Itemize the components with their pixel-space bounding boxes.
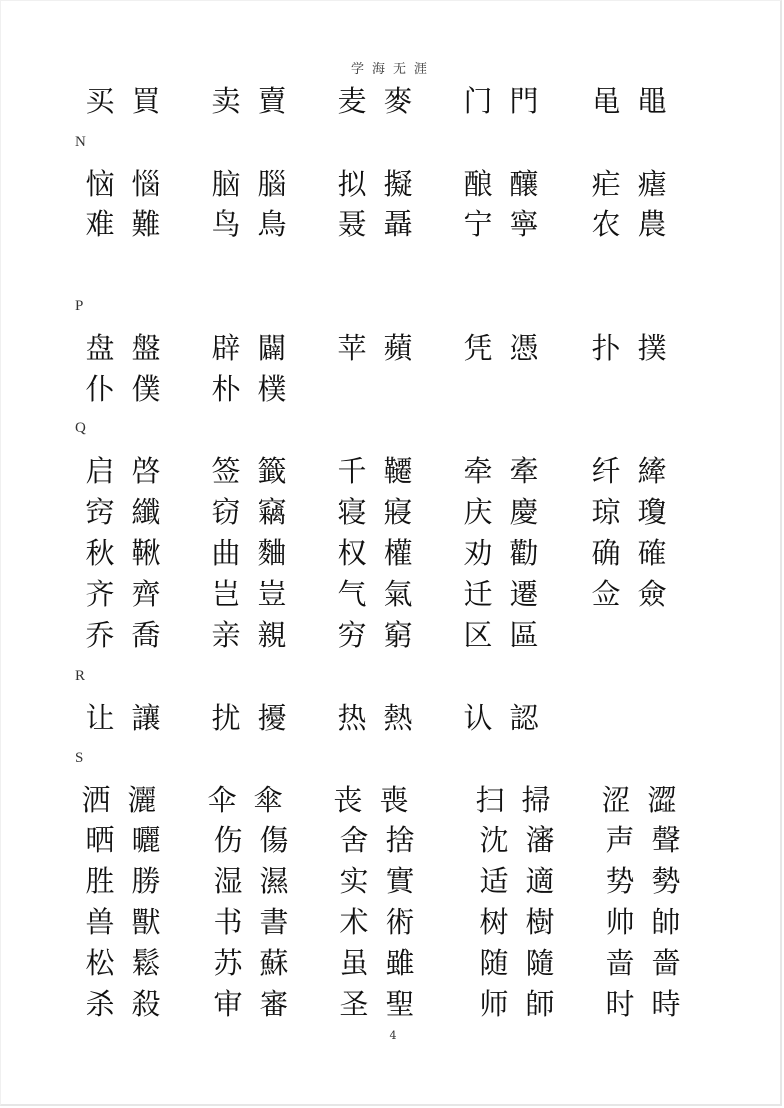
- simplified-char: 曲: [211, 536, 241, 570]
- character-row: [1, 164, 784, 204]
- traditional-char: 盤: [131, 331, 161, 365]
- section-letter-q: Q: [75, 420, 86, 436]
- simplified-char: 啬: [605, 946, 635, 980]
- traditional-char: 曬: [131, 823, 161, 857]
- simplified-char: 师: [479, 987, 509, 1021]
- traditional-char: 闢: [257, 331, 287, 365]
- traditional-char: 熱: [383, 701, 413, 735]
- simplified-char: 佥: [591, 577, 621, 611]
- simplified-char: 权: [337, 536, 367, 570]
- character-pair: [339, 861, 415, 901]
- simplified-char: 秋: [85, 536, 115, 570]
- character-pair: [85, 328, 161, 368]
- character-pair: [85, 81, 161, 121]
- simplified-char: 聂: [337, 207, 367, 241]
- traditional-char: 買: [131, 84, 161, 118]
- simplified-char: 确: [591, 536, 621, 570]
- character-row: [1, 81, 784, 121]
- character-pair: [211, 492, 287, 532]
- traditional-char: 擾: [257, 701, 287, 735]
- simplified-char: 寝: [337, 495, 367, 529]
- simplified-char: 启: [85, 454, 115, 488]
- traditional-char: 籤: [257, 454, 287, 488]
- traditional-char: 憑: [509, 331, 539, 365]
- traditional-char: 澀: [647, 783, 677, 817]
- character-pair: [463, 615, 539, 655]
- character-pair: [337, 698, 413, 738]
- character-pair: [463, 328, 539, 368]
- simplified-char: 签: [211, 454, 241, 488]
- simplified-char: 拟: [337, 167, 367, 201]
- traditional-char: 術: [385, 905, 415, 939]
- traditional-char: 齊: [131, 577, 161, 611]
- character-row: [1, 861, 784, 901]
- section-letter-r: R: [75, 668, 86, 684]
- character-pair: [211, 369, 287, 409]
- simplified-char: 杀: [85, 987, 115, 1021]
- traditional-char: 殺: [131, 987, 161, 1021]
- traditional-char: 難: [131, 207, 161, 241]
- character-row: [1, 943, 784, 983]
- character-pair: [213, 902, 289, 942]
- traditional-char: 麯: [257, 536, 287, 570]
- simplified-char: 热: [337, 701, 367, 735]
- traditional-char: 確: [637, 536, 667, 570]
- character-row: [1, 204, 784, 244]
- traditional-char: 權: [383, 536, 413, 570]
- traditional-char: 牽: [509, 454, 539, 488]
- character-pair: [337, 204, 413, 244]
- traditional-char: 樹: [525, 905, 555, 939]
- traditional-char: 豈: [257, 577, 287, 611]
- traditional-char: 聖: [385, 987, 415, 1021]
- traditional-char: 獸: [131, 905, 161, 939]
- traditional-char: 腦: [257, 167, 287, 201]
- character-pair: [85, 902, 161, 942]
- character-pair: [463, 492, 539, 532]
- traditional-char: 實: [385, 864, 415, 898]
- simplified-char: 亲: [211, 618, 241, 652]
- traditional-char: 釀: [509, 167, 539, 201]
- traditional-char: 掃: [521, 783, 551, 817]
- character-pair: [207, 780, 283, 820]
- simplified-char: 麦: [337, 84, 367, 118]
- traditional-char: 師: [525, 987, 555, 1021]
- traditional-char: 喬: [131, 618, 161, 652]
- character-pair: [85, 574, 161, 614]
- traditional-char: 賣: [257, 84, 287, 118]
- simplified-char: 劝: [463, 536, 493, 570]
- simplified-char: 舍: [339, 823, 369, 857]
- traditional-char: 鳥: [257, 207, 287, 241]
- character-pair: [339, 984, 415, 1024]
- character-pair: [85, 698, 161, 738]
- traditional-char: 適: [525, 864, 555, 898]
- traditional-char: 僉: [637, 577, 667, 611]
- simplified-char: 鸟: [211, 207, 241, 241]
- simplified-char: 势: [605, 864, 635, 898]
- character-pair: [463, 164, 539, 204]
- character-pair: [605, 861, 681, 901]
- character-pair: [211, 204, 287, 244]
- traditional-char: 僕: [131, 372, 161, 406]
- character-pair: [605, 902, 681, 942]
- character-pair: [213, 861, 289, 901]
- simplified-char: 齐: [85, 577, 115, 611]
- character-pair: [211, 451, 287, 491]
- simplified-char: 圣: [339, 987, 369, 1021]
- character-row: [1, 820, 784, 860]
- traditional-char: 窮: [383, 618, 413, 652]
- character-pair: [337, 574, 413, 614]
- character-pair: [211, 81, 287, 121]
- simplified-char: 岂: [211, 577, 241, 611]
- simplified-char: 术: [339, 905, 369, 939]
- character-row: [1, 533, 784, 573]
- character-row: [1, 984, 784, 1024]
- character-pair: [85, 615, 161, 655]
- character-pair: [463, 81, 539, 121]
- traditional-char: 勸: [509, 536, 539, 570]
- character-pair: [463, 574, 539, 614]
- character-row: [1, 451, 784, 491]
- traditional-char: 遷: [509, 577, 539, 611]
- traditional-char: 縴: [637, 454, 667, 488]
- simplified-char: 窍: [85, 495, 115, 529]
- character-row: [1, 369, 784, 409]
- character-pair: [337, 81, 413, 121]
- simplified-char: 伤: [213, 823, 243, 857]
- section-letter-s: S: [75, 750, 84, 766]
- character-pair: [337, 451, 413, 491]
- character-pair: [591, 451, 667, 491]
- traditional-char: 勢: [651, 864, 681, 898]
- character-pair: [211, 574, 287, 614]
- character-row: [1, 328, 784, 368]
- character-pair: [339, 820, 415, 860]
- character-pair: [85, 204, 161, 244]
- simplified-char: 苏: [213, 946, 243, 980]
- page-header: 学海无涯: [350, 62, 435, 77]
- character-row: [1, 902, 784, 942]
- simplified-char: 卖: [211, 84, 241, 118]
- character-pair: [85, 369, 161, 409]
- traditional-char: 慶: [509, 495, 539, 529]
- section-letter-p: P: [75, 298, 84, 314]
- character-pair: [85, 820, 161, 860]
- simplified-char: 乔: [85, 618, 115, 652]
- traditional-char: 鬆: [131, 946, 161, 980]
- simplified-char: 农: [591, 207, 621, 241]
- character-pair: [211, 533, 287, 573]
- simplified-char: 难: [85, 207, 115, 241]
- traditional-char: 竊: [257, 495, 287, 529]
- simplified-char: 认: [463, 701, 493, 735]
- traditional-char: 瘧: [637, 167, 667, 201]
- traditional-char: 寧: [509, 207, 539, 241]
- simplified-char: 沈: [479, 823, 509, 857]
- character-pair: [337, 492, 413, 532]
- character-pair: [85, 492, 161, 532]
- traditional-char: 認: [509, 701, 539, 735]
- simplified-char: 让: [85, 701, 115, 735]
- character-pair: [85, 451, 161, 491]
- simplified-char: 辟: [211, 331, 241, 365]
- character-pair: [479, 902, 555, 942]
- simplified-char: 黾: [591, 84, 621, 118]
- simplified-char: 琼: [591, 495, 621, 529]
- simplified-char: 松: [85, 946, 115, 980]
- simplified-char: 庆: [463, 495, 493, 529]
- traditional-char: 嗇: [651, 946, 681, 980]
- traditional-char: 擬: [383, 167, 413, 201]
- simplified-char: 声: [605, 823, 635, 857]
- traditional-char: 蘋: [383, 331, 413, 365]
- character-pair: [211, 615, 287, 655]
- traditional-char: 啓: [131, 454, 161, 488]
- simplified-char: 牵: [463, 454, 493, 488]
- simplified-char: 胜: [85, 864, 115, 898]
- simplified-char: 脑: [211, 167, 241, 201]
- simplified-char: 疟: [591, 167, 621, 201]
- simplified-char: 审: [213, 987, 243, 1021]
- character-pair: [85, 533, 161, 573]
- simplified-char: 时: [605, 987, 635, 1021]
- traditional-char: 捨: [385, 823, 415, 857]
- character-pair: [211, 698, 287, 738]
- character-pair: [463, 204, 539, 244]
- character-pair: [81, 780, 157, 820]
- character-pair: [85, 164, 161, 204]
- simplified-char: 伞: [207, 783, 237, 817]
- simplified-char: 纤: [591, 454, 621, 488]
- character-pair: [85, 943, 161, 983]
- character-pair: [339, 943, 415, 983]
- simplified-char: 帅: [605, 905, 635, 939]
- traditional-char: 親: [257, 618, 287, 652]
- traditional-char: 樸: [257, 372, 287, 406]
- character-pair: [475, 780, 551, 820]
- traditional-char: 撲: [637, 331, 667, 365]
- simplified-char: 气: [337, 577, 367, 611]
- character-pair: [591, 328, 667, 368]
- simplified-char: 穷: [337, 618, 367, 652]
- simplified-char: 酿: [463, 167, 493, 201]
- traditional-char: 灑: [127, 783, 157, 817]
- character-pair: [211, 164, 287, 204]
- traditional-char: 麥: [383, 84, 413, 118]
- traditional-char: 瀋: [525, 823, 555, 857]
- traditional-char: 門: [509, 84, 539, 118]
- character-row: [1, 492, 784, 532]
- character-pair: [479, 820, 555, 860]
- character-pair: [479, 943, 555, 983]
- simplified-char: 适: [479, 864, 509, 898]
- simplified-char: 买: [85, 84, 115, 118]
- simplified-char: 仆: [85, 372, 115, 406]
- traditional-char: 寢: [383, 495, 413, 529]
- character-pair: [591, 81, 667, 121]
- traditional-char: 瓊: [637, 495, 667, 529]
- simplified-char: 扑: [591, 331, 621, 365]
- simplified-char: 千: [337, 454, 367, 488]
- traditional-char: 聲: [651, 823, 681, 857]
- character-pair: [463, 451, 539, 491]
- traditional-char: 鞦: [131, 536, 161, 570]
- character-pair: [213, 984, 289, 1024]
- traditional-char: 氣: [383, 577, 413, 611]
- traditional-char: 傷: [259, 823, 289, 857]
- simplified-char: 虽: [339, 946, 369, 980]
- simplified-char: 区: [463, 618, 493, 652]
- character-pair: [591, 492, 667, 532]
- character-pair: [605, 943, 681, 983]
- simplified-char: 树: [479, 905, 509, 939]
- character-row: [1, 615, 784, 655]
- character-pair: [601, 780, 677, 820]
- simplified-char: 门: [463, 84, 493, 118]
- traditional-char: 纖: [131, 495, 161, 529]
- character-pair: [605, 984, 681, 1024]
- simplified-char: 扫: [475, 783, 505, 817]
- simplified-char: 恼: [85, 167, 115, 201]
- traditional-char: 喪: [379, 783, 409, 817]
- character-pair: [591, 574, 667, 614]
- character-pair: [337, 533, 413, 573]
- traditional-char: 蘇: [259, 946, 289, 980]
- character-pair: [85, 984, 161, 1024]
- simplified-char: 窃: [211, 495, 241, 529]
- character-row: [1, 698, 784, 738]
- character-pair: [479, 984, 555, 1024]
- traditional-char: 韆: [383, 454, 413, 488]
- character-pair: [333, 780, 409, 820]
- character-pair: [337, 615, 413, 655]
- simplified-char: 苹: [337, 331, 367, 365]
- simplified-char: 宁: [463, 207, 493, 241]
- simplified-char: 朴: [211, 372, 241, 406]
- traditional-char: 書: [259, 905, 289, 939]
- traditional-char: 惱: [131, 167, 161, 201]
- traditional-char: 聶: [383, 207, 413, 241]
- traditional-char: 農: [637, 207, 667, 241]
- character-pair: [337, 164, 413, 204]
- traditional-char: 審: [259, 987, 289, 1021]
- character-row: [1, 574, 784, 614]
- traditional-char: 勝: [131, 864, 161, 898]
- character-pair: [85, 861, 161, 901]
- simplified-char: 书: [213, 905, 243, 939]
- simplified-char: 湿: [213, 864, 243, 898]
- simplified-char: 丧: [333, 783, 363, 817]
- traditional-char: 濕: [259, 864, 289, 898]
- character-pair: [463, 698, 539, 738]
- page-number: 4: [389, 1029, 397, 1042]
- character-pair: [339, 902, 415, 942]
- character-row: [1, 780, 784, 820]
- character-pair: [479, 861, 555, 901]
- simplified-char: 晒: [85, 823, 115, 857]
- simplified-char: 迁: [463, 577, 493, 611]
- simplified-char: 涩: [601, 783, 631, 817]
- traditional-char: 雖: [385, 946, 415, 980]
- simplified-char: 兽: [85, 905, 115, 939]
- traditional-char: 區: [509, 618, 539, 652]
- character-pair: [211, 328, 287, 368]
- simplified-char: 随: [479, 946, 509, 980]
- character-pair: [591, 164, 667, 204]
- traditional-char: 黽: [637, 84, 667, 118]
- character-pair: [463, 533, 539, 573]
- traditional-char: 帥: [651, 905, 681, 939]
- simplified-char: 扰: [211, 701, 241, 735]
- character-pair: [591, 204, 667, 244]
- simplified-char: 实: [339, 864, 369, 898]
- character-pair: [605, 820, 681, 860]
- character-pair: [591, 533, 667, 573]
- simplified-char: 盘: [85, 331, 115, 365]
- character-pair: [213, 943, 289, 983]
- character-pair: [213, 820, 289, 860]
- section-letter-n: N: [75, 134, 86, 150]
- traditional-char: 時: [651, 987, 681, 1021]
- traditional-char: 傘: [253, 783, 283, 817]
- character-pair: [337, 328, 413, 368]
- simplified-char: 凭: [463, 331, 493, 365]
- traditional-char: 讓: [131, 701, 161, 735]
- simplified-char: 洒: [81, 783, 111, 817]
- traditional-char: 隨: [525, 946, 555, 980]
